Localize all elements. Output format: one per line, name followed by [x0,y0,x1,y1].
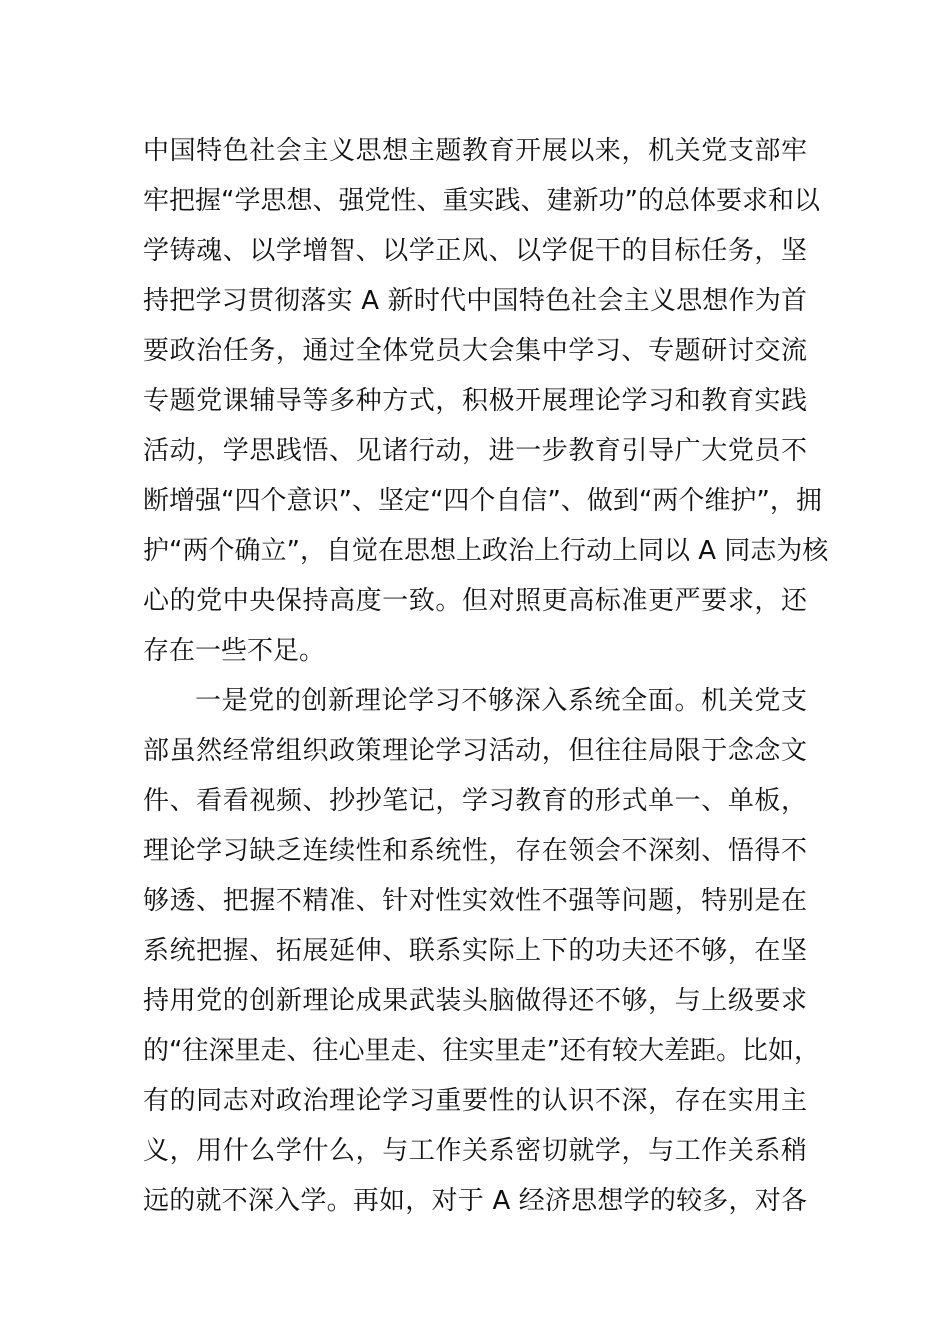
text-line: 中国特色社会主义思想主题教育开展以来，机关党支部牢 [143,136,807,166]
paragraph-2 [143,676,820,1226]
text-line: 一是党的创新理论学习不够深入系统全面。机关党支 [195,686,807,716]
text-line: 持把学习贯彻落实 A 新时代中国特色社会主义思想作为首 [143,286,807,316]
text-line: 义，用什么学什么，与工作关系密切就学，与工作关系稍 [143,1136,807,1166]
text-line: 学铸魂、以学增智、以学正风、以学促干的目标任务，坚 [143,236,807,266]
paragraph-1 [143,126,829,676]
text-line: 断增强“四个意识”、坚定“四个自信”、做到“两个维护”，拥 [143,486,822,516]
text-line: 护“两个确立”，自觉在思想上政治上行动上同以 A 同志为核 [143,536,829,566]
text-line: 有的同志对政治理论学习重要性的认识不深，存在实用主 [143,1086,807,1116]
text-line: 专题党课辅导等多种方式，积极开展理论学习和教育实践 [143,386,807,416]
text-line: 要政治任务，通过全体党员大会集中学习、专题研讨交流 [143,336,807,366]
text-line: 牢把握“学思想、强党性、重实践、建新功”的总体要求和以 [143,186,820,216]
text-line: 存在一些不足。 [143,636,326,666]
text-line: 部虽然经常组织政策理论学习活动，但往往局限于念念文 [143,736,807,766]
text-line: 理论学习缺乏连续性和系统性，存在领会不深刻、悟得不 [143,836,807,866]
document-body [143,126,829,1226]
text-line: 心的党中央保持高度一致。但对照更高标准更严要求，还 [143,586,807,616]
text-line: 持用党的创新理论成果武装头脑做得还不够，与上级要求 [143,986,807,1016]
text-line: 远的就不深入学。再如，对于 A 经济思想学的较多，对各 [143,1186,807,1216]
text-line: 够透、把握不精准、针对性实效性不强等问题，特别是在 [143,886,807,916]
text-line: 活动，学思践悟、见诸行动，进一步教育引导广大党员不 [143,436,807,466]
text-line: 件、看看视频、抄抄笔记，学习教育的形式单一、单板， [143,786,807,816]
text-line: 系统把握、拓展延伸、联系实际上下的功夫还不够，在坚 [143,936,807,966]
text-line: 的“往深里走、往心里走、往实里走”还有较大差距。比如， [143,1036,820,1066]
